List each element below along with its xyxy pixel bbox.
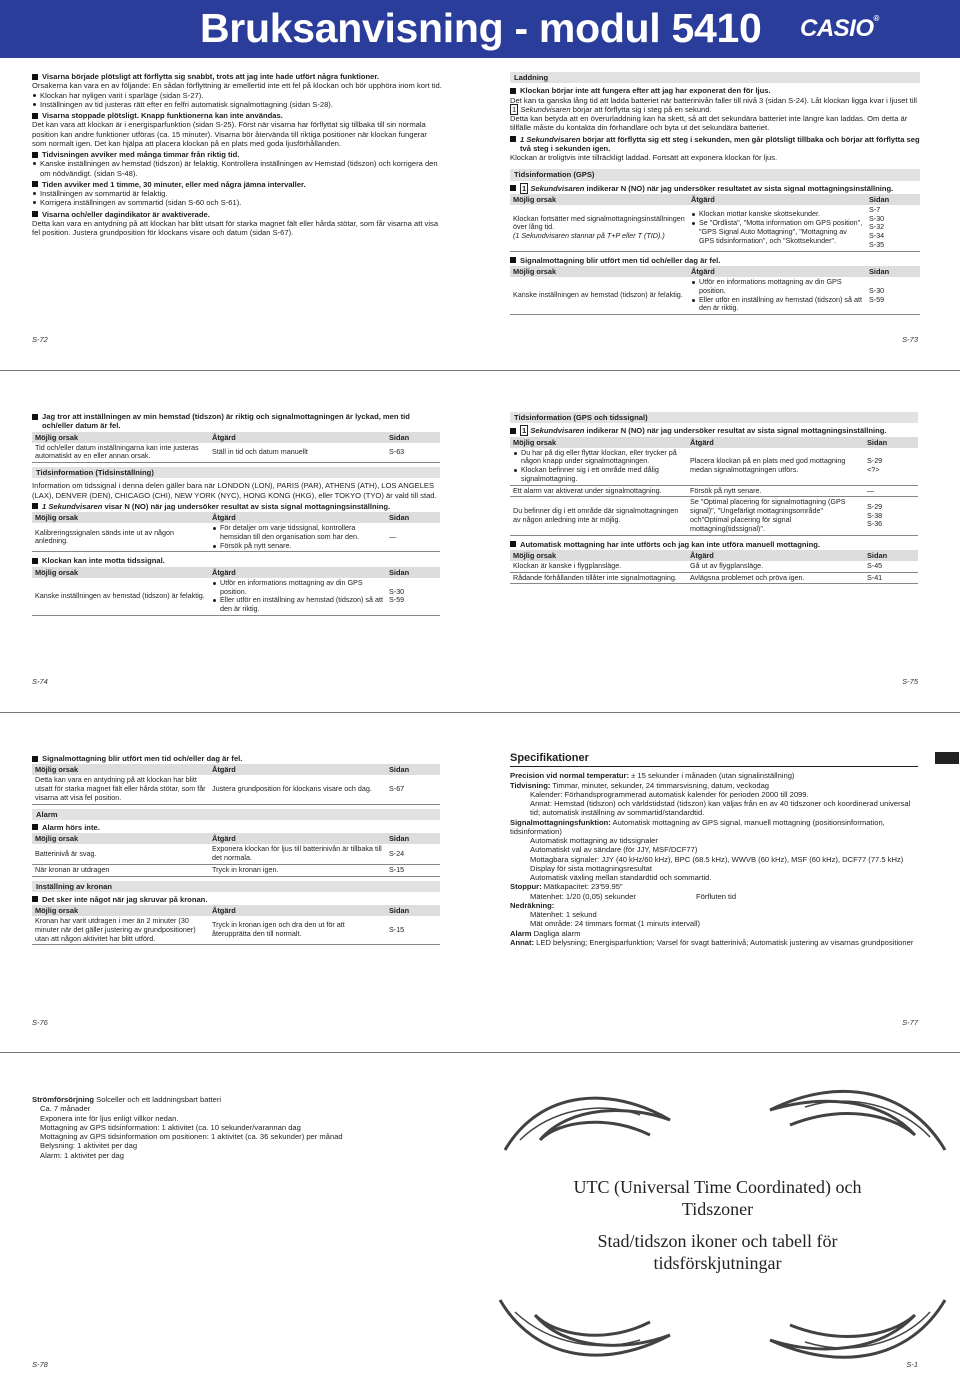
heading: Signalmottagning blir utfört men tid och/eller dag är fel.: [32, 754, 440, 763]
section-title: Specifikationer: [510, 752, 918, 767]
table-row: Ett alarm var aktiverat under signalmottagning. Försök på nytt senare. —: [510, 485, 918, 497]
troubleshooting-table: Möjlig orsak Åtgärd Sidan Klockan fortsätter med signalmottagningsinställningen över lång tid. (1 Sekundvisaren stannar på T+P eller T (TID).) Klockan mottar kanske skottsekunder. Se "Ordlista", "Motta information om GPS position", "GPS Signal Auto Mottagning", "Mottagning av GPS tidsinformation", och "Skottsekunder". S-7 S-30 S-32 S-34 S-35: [510, 194, 920, 252]
table-row: Klockan fortsätter med signalmottagningsinställningen över lång tid. (1 Sekundvisaren stannar på T+P eller T (TID).) Klockan mottar kanske skottsekunder. Se "Ordlista", "Motta information om GPS position", "GPS Signal Auto Mottagning", "Mottagning av GPS tidsinformation", och "Skottsekunder". S-7 S-30 S-32 S-34 S-35: [510, 205, 920, 251]
paragraph: Detta kan vara en antydning på att klockan har blitt utsatt för starka magnet fält eller hårda stötar, som får visarna att visa fel position. Justera grundposition för klockans visare och datum (sidan S-67).: [32, 218, 439, 237]
page-number: S-73: [902, 335, 918, 344]
paragraph: Detta kan betyda att en överurladdning kan ha skett, så att det sekundära batteriet inte längre kan laddas. Om detta är tillfälle måste du kontakta din förhandlare och byta ut det sekundära batteriet.: [510, 114, 908, 133]
table-row: Klockan är kanske i flygplansläge. Gå ut av flygplansläge. S-45: [510, 561, 918, 572]
heading: 1 Sekundvisaren börjar att förflytta sig ett steg i sekunden, men går plötsligt tillbaka och börjar att förflytta seg två steg i sekunden igen.: [510, 135, 920, 154]
page-s76: [32, 752, 440, 972]
tab-marker: [935, 752, 959, 764]
troubleshooting-table: Möjlig orsak Åtgärd Sidan Kalibreringssignalen sänds inte ut av någon anledning. För detaljer om varje tidssignal, kontrollera hemsidan till den organisation som har den. Försök på nytt senare. —: [32, 512, 440, 552]
bullet-item: Korrigera inställningen av sommartid (sidan S-60 och S-61).: [32, 198, 442, 207]
page-number: S-75: [902, 677, 918, 686]
heading: Signalmottagning blir utfört men tid och/eller dag är fel.: [510, 256, 920, 265]
table-row: Kronan har varit utdragen i mer än 2 minuter (30 minuter när det gäller justering av grundpositioner) utan att någon aktivitet har blitt utförd. Tryck in kronan igen och dra den ut för att återupprätta den till normalt. S-15: [32, 916, 440, 945]
table-row: Du har på dig eller flyttar klockan, eller trycker på någon knapp under signalmottagningen. Klockan befinner sig i ett område med dålig signalmottagning. Placera klockan på en plats med god mottagning medan signalmottagningen utförs. S-29 <?>: [510, 448, 918, 486]
table-row: Detta kan vara en antydning på att klockan har blitt utsatt för starka magnet fält eller hårda stötar, som får visarna att visa fel position. Justera grundposition för klockans visare och dag. S-67: [32, 775, 440, 804]
page-s72: [32, 70, 442, 280]
table-row: Kanske inställningen av hemstad (tidszon) är felaktig. Utför en informations mottagning av din GPS position. Eller utför en inställning av hemstad (tidszon) så att den är riktig. S-30 S-59: [510, 277, 920, 315]
heading: Visarna och/eller dagindikator är avaktiverade.: [32, 210, 442, 219]
heading: 1 Sekundvisaren visar N (NO) när jag undersöker resultat av sista signal mottagningsinställning.: [32, 502, 440, 511]
table-row: Tid och/eller datum inställningarna kan inte justeras automatiskt av en eller annan orsak. Ställ in tid och datum manuellt S-63: [32, 443, 440, 463]
section-header: Inställning av kronan: [32, 881, 440, 892]
table-row: Batterinivå är svag. Exponera klockan för ljus till batterinivån är tillbaka till det normala. S-24: [32, 844, 440, 864]
page-s74: [32, 410, 440, 660]
paragraph: Orsakerna kan vara en av följande: En sådan förflyttning är emellertid inte ett fel på klockan och bör upphöra inom kort tid.: [32, 81, 442, 91]
heading: Alarm hörs inte.: [32, 823, 440, 832]
ornament-swirl-top-left-icon: [500, 1080, 700, 1160]
heading: Klockan börjar inte att fungera efter att jag har exponerat den för ljus.: [510, 86, 920, 95]
heading: Visarna stoppade plötsligt. Knapp funktionerna kan inte användas.: [32, 111, 442, 120]
heading: Klockan kan inte motta tidssignal.: [32, 556, 440, 565]
section-header: Tidsinformation (GPS och tidssignal): [510, 412, 918, 423]
page-s73: [510, 70, 920, 340]
heading: Jag tror att inställningen av min hemstad (tidszon) är riktig och signalmottagningen är lyckad, men tid och/eller datum är fel.: [32, 412, 440, 431]
table-row: När kronan är utdragen Tryck in kronan igen. S-15: [32, 864, 440, 876]
troubleshooting-table: Möjlig orsak Åtgärd Sidan Du har på dig eller flyttar klockan, eller trycker på någon knapp under signalmottagningen. Klockan befinner sig i ett område med dålig signalmottagning. Placera klockan på en plats med god mottagning medan signalmottagningen utförs. S-29 <?> Ett alarm var aktiverat under signalmottagning. Försök på nytt senare. — Du befinner dig i ett område där signalmottagningen av någon anledning inte är möjlig. Se "Optimal placering för signalmottagning (GPS signal)", "Ungefärligt mottagningsområde" och"Optimal placering för signal mottagning(tidssignal)". S-29 S-38 S-36: [510, 437, 918, 536]
heading: 1 Sekundvisaren indikerar N (NO) när jag undersöker resultat av sista signal mottagningsinställning.: [510, 426, 918, 435]
page-number: S-76: [32, 1018, 48, 1027]
section-header: Laddning: [510, 72, 920, 83]
table-row: Kanske inställningen av hemstad (tidszon) är felaktig. Utför en informations mottagning av din GPS position. Eller utför en inställning av hemstad (tidszon) så att den är riktig. S-30 S-59: [32, 578, 440, 616]
heading: Tiden avviker med 1 timme, 30 minuter, eller med några jämna intervaller.: [32, 180, 442, 189]
page-s77: Specifikationer Precision vid normal temperatur: ± 15 sekunder i månaden (utan signalinställning) Tidvisning: Timmar, minuter, sekunder, 24 timmarsvisning, datum, veckodag Kalender: Förhandsprogrammerad automatisk kalender för perioden 2000 till 2099. Annat: Hemstad (tidszon) och världstidstad (tidszon) kan väljas från en av 40 tidszoner och koordinerad universal tid; automatisk inställning av sommartid/standardtid. Signalmottagningsfunktion: Automatisk mottagning av GPS signal, manuell mottagning (positionsinformation, tidsinformation) Automatisk mottagning av tidssignaler Automatiskt val av sändare (för JJY, MSF/DCF77) Mottagbara signaler: JJY (40 kHz/60 kHz), BPC (68.5 kHz), WWVB (60 kHz), MSF (60 kHz), DCF77 (77.5 kHz) Display för sista mottagningsresultat Automatisk växling mellan standardtid och sommartid. Stoppur: Mätkapacitet: 23'59.95" Mätenhet: 1/20 (0,05) sekunder Förfluten tid Nedräkning: Mätenhet: 1 sekund Mät område: 24 timmars format (1 minuts intervall) Alarm Dagliga alarm Annat: LED belysning; Energisparfunktion; Varsel för svagt batterinivå; Automatisk justering av visarnas grundpositioner: [510, 752, 920, 992]
paragraph: Klockan är troligtvis inte tillräckligt laddad. Fortsätt att exponera klockan för ljus.: [510, 153, 778, 162]
paragraph: Det kan vara att klockan är i energisparfunktion (sidan S-25). Först när visarna har förflyttat sig tillbaka till sin normala position kan andre funktioner utföras (ca. 15 minuter). Visarna bör återvända till riktiga positioner när klockan fungerar som normalt igen. Det kan hjälpa att placera klockan på en plats med goda ljusförhållanden.: [32, 120, 427, 148]
section-header: Tidsinformation (GPS): [510, 169, 920, 180]
header-bar: [0, 0, 960, 58]
heading: Visarna började plötsligt att förflytta sig snabbt, trots att jag inte hade utfört några funktioner.: [32, 72, 442, 81]
cover-subtitle: Stad/tidszon ikoner och tabell för tidsförskjutningar: [597, 1231, 838, 1273]
heading: Tidvisningen avviker med många timmar från riktig tid.: [32, 150, 442, 159]
page-s75: [510, 410, 918, 630]
page-number: S-77: [902, 1018, 918, 1027]
cover-title: UTC (Universal Time Coordinated) och Tidszoner: [573, 1177, 862, 1219]
section-header: Tidsinformation (Tidsinställning): [32, 467, 440, 478]
paragraph: Det kan ta ganska lång tid att ladda batteriet när batterinivån faller till nivå 3 (sidan S-24). Låt klockan ligga kvar i ljuset till 1 Sekundvisaren börjar att förflytta sig i steg på en sekund.: [510, 95, 917, 114]
bullet-item: Inställningen av tid justeras rätt efter en felfri automatisk signalmottagning (sidan S-28).: [32, 100, 442, 109]
document-title: Bruksanvisning - modul 5410: [200, 5, 762, 51]
heading: Det sker inte något när jag skruvar på kronan.: [32, 895, 440, 904]
section-header: Alarm: [32, 809, 440, 820]
bullet-item: Kanske inställningen av hemstad (tidszon) är felaktig. Kontrollera inställningen av Hemstad (tidszon) och korrigera den om nödvändigt. (sidan S-48).: [32, 159, 442, 178]
page-number: S-78: [32, 1360, 48, 1369]
ornament-swirl-bottom-left-icon: [495, 1290, 705, 1375]
heading: 1 Sekundvisaren indikerar N (NO) när jag undersöker resultatet av sista signal mottagningsinställning.: [510, 184, 920, 193]
page-number: S-1: [906, 1360, 918, 1369]
paragraph: Information om tidssignal i denna delen gäller bara när LONDON (LON), PARIS (PAR), ATHENS (ATH), LOS ANGELES (LAX), DENVER (DEN), CHICAGO (CHI), NEW YORK (NYC), HONG KONG (HKG), eller TOKYO (TYO) är vald till stad.: [32, 481, 437, 500]
ornament-swirl-top-right-icon: [730, 1075, 950, 1160]
troubleshooting-table: Möjlig orsak Åtgärd Sidan Klockan är kanske i flygplansläge. Gå ut av flygplansläge. S-45 Rådande förhållanden tillåter inte signalmottagning. Avlägsna problemet och pröva igen. S-41: [510, 550, 918, 585]
table-row: Kalibreringssignalen sänds inte ut av någon anledning. För detaljer om varje tidssignal, kontrollera hemsidan till den organisation som har den. Försök på nytt senare. —: [32, 523, 440, 552]
heading: Automatisk mottagning har inte utförts och jag kan inte utföra manuell mottagning.: [510, 540, 918, 549]
troubleshooting-table: Möjlig orsak Åtgärd Sidan Kanske inställningen av hemstad (tidszon) är felaktig. Utför en informations mottagning av din GPS position. Eller utför en inställning av hemstad (tidszon) så att den är riktig. S-30 S-59: [510, 266, 920, 315]
troubleshooting-table: Möjlig orsak Åtgärd Sidan Batterinivå är svag. Exponera klockan för ljus till batterinivån är tillbaka till det normala. S-24 När kronan är utdragen Tryck in kronan igen. S-15: [32, 833, 440, 876]
page-number: S-72: [32, 335, 48, 344]
page-s78: Strömförsörjning Solceller och ett laddningsbart batteri Ca. 7 månader Exponera inte för ljus enligt villkor nedan. Mottagning av GPS tidsinformation: 1 aktivitet (ca. 10 sekunder/varannan dag Mottagning av GPS tidsinformation om positionen: 1 aktivitet (ca. 36 sekunder) per månad Belysning: 1 aktivitet per dag Alarm: 1 aktivitet per dag: [32, 1095, 343, 1160]
troubleshooting-table: Möjlig orsak Åtgärd Sidan Kronan har varit utdragen i mer än 2 minuter (30 minuter när det gäller justering av grundpositioner) utan att någon aktivitet har blitt utförd. Tryck in kronan igen och dra den ut för att återupprätta den till normalt. S-15: [32, 905, 440, 945]
table-row: Rådande förhållanden tillåter inte signalmottagning. Avlägsna problemet och pröva igen. S-41: [510, 572, 918, 584]
brand-logo: CASIO®: [800, 14, 879, 42]
troubleshooting-table: Möjlig orsak Åtgärd Sidan Tid och/eller datum inställningarna kan inte justeras automatiskt av en eller annan orsak. Ställ in tid och datum manuellt S-63: [32, 432, 440, 464]
troubleshooting-table: Möjlig orsak Åtgärd Sidan Kanske inställningen av hemstad (tidszon) är felaktig. Utför en informations mottagning av din GPS position. Eller utför en inställning av hemstad (tidszon) så att den är riktig. S-30 S-59: [32, 567, 440, 616]
table-row: Du befinner dig i ett område där signalmottagningen av någon anledning inte är möjlig. Se "Optimal placering för signalmottagning (GPS signal)", "Ungefärligt mottagningsområde" och"Optimal placering för signal mottagning(tidssignal)". S-29 S-38 S-36: [510, 497, 918, 535]
page-number: S-74: [32, 677, 48, 686]
bullet-item: Inställningen av sommartid är felaktig.: [32, 189, 442, 198]
troubleshooting-table: Möjlig orsak Åtgärd Sidan Detta kan vara en antydning på att klockan har blitt utsatt för starka magnet fält eller hårda stötar, som får visarna att visa fel position. Justera grundposition för klockans visare och dag. S-67: [32, 764, 440, 804]
bullet-item: Klockan har nyligen varit i sparläge (sidan S-27).: [32, 91, 442, 100]
